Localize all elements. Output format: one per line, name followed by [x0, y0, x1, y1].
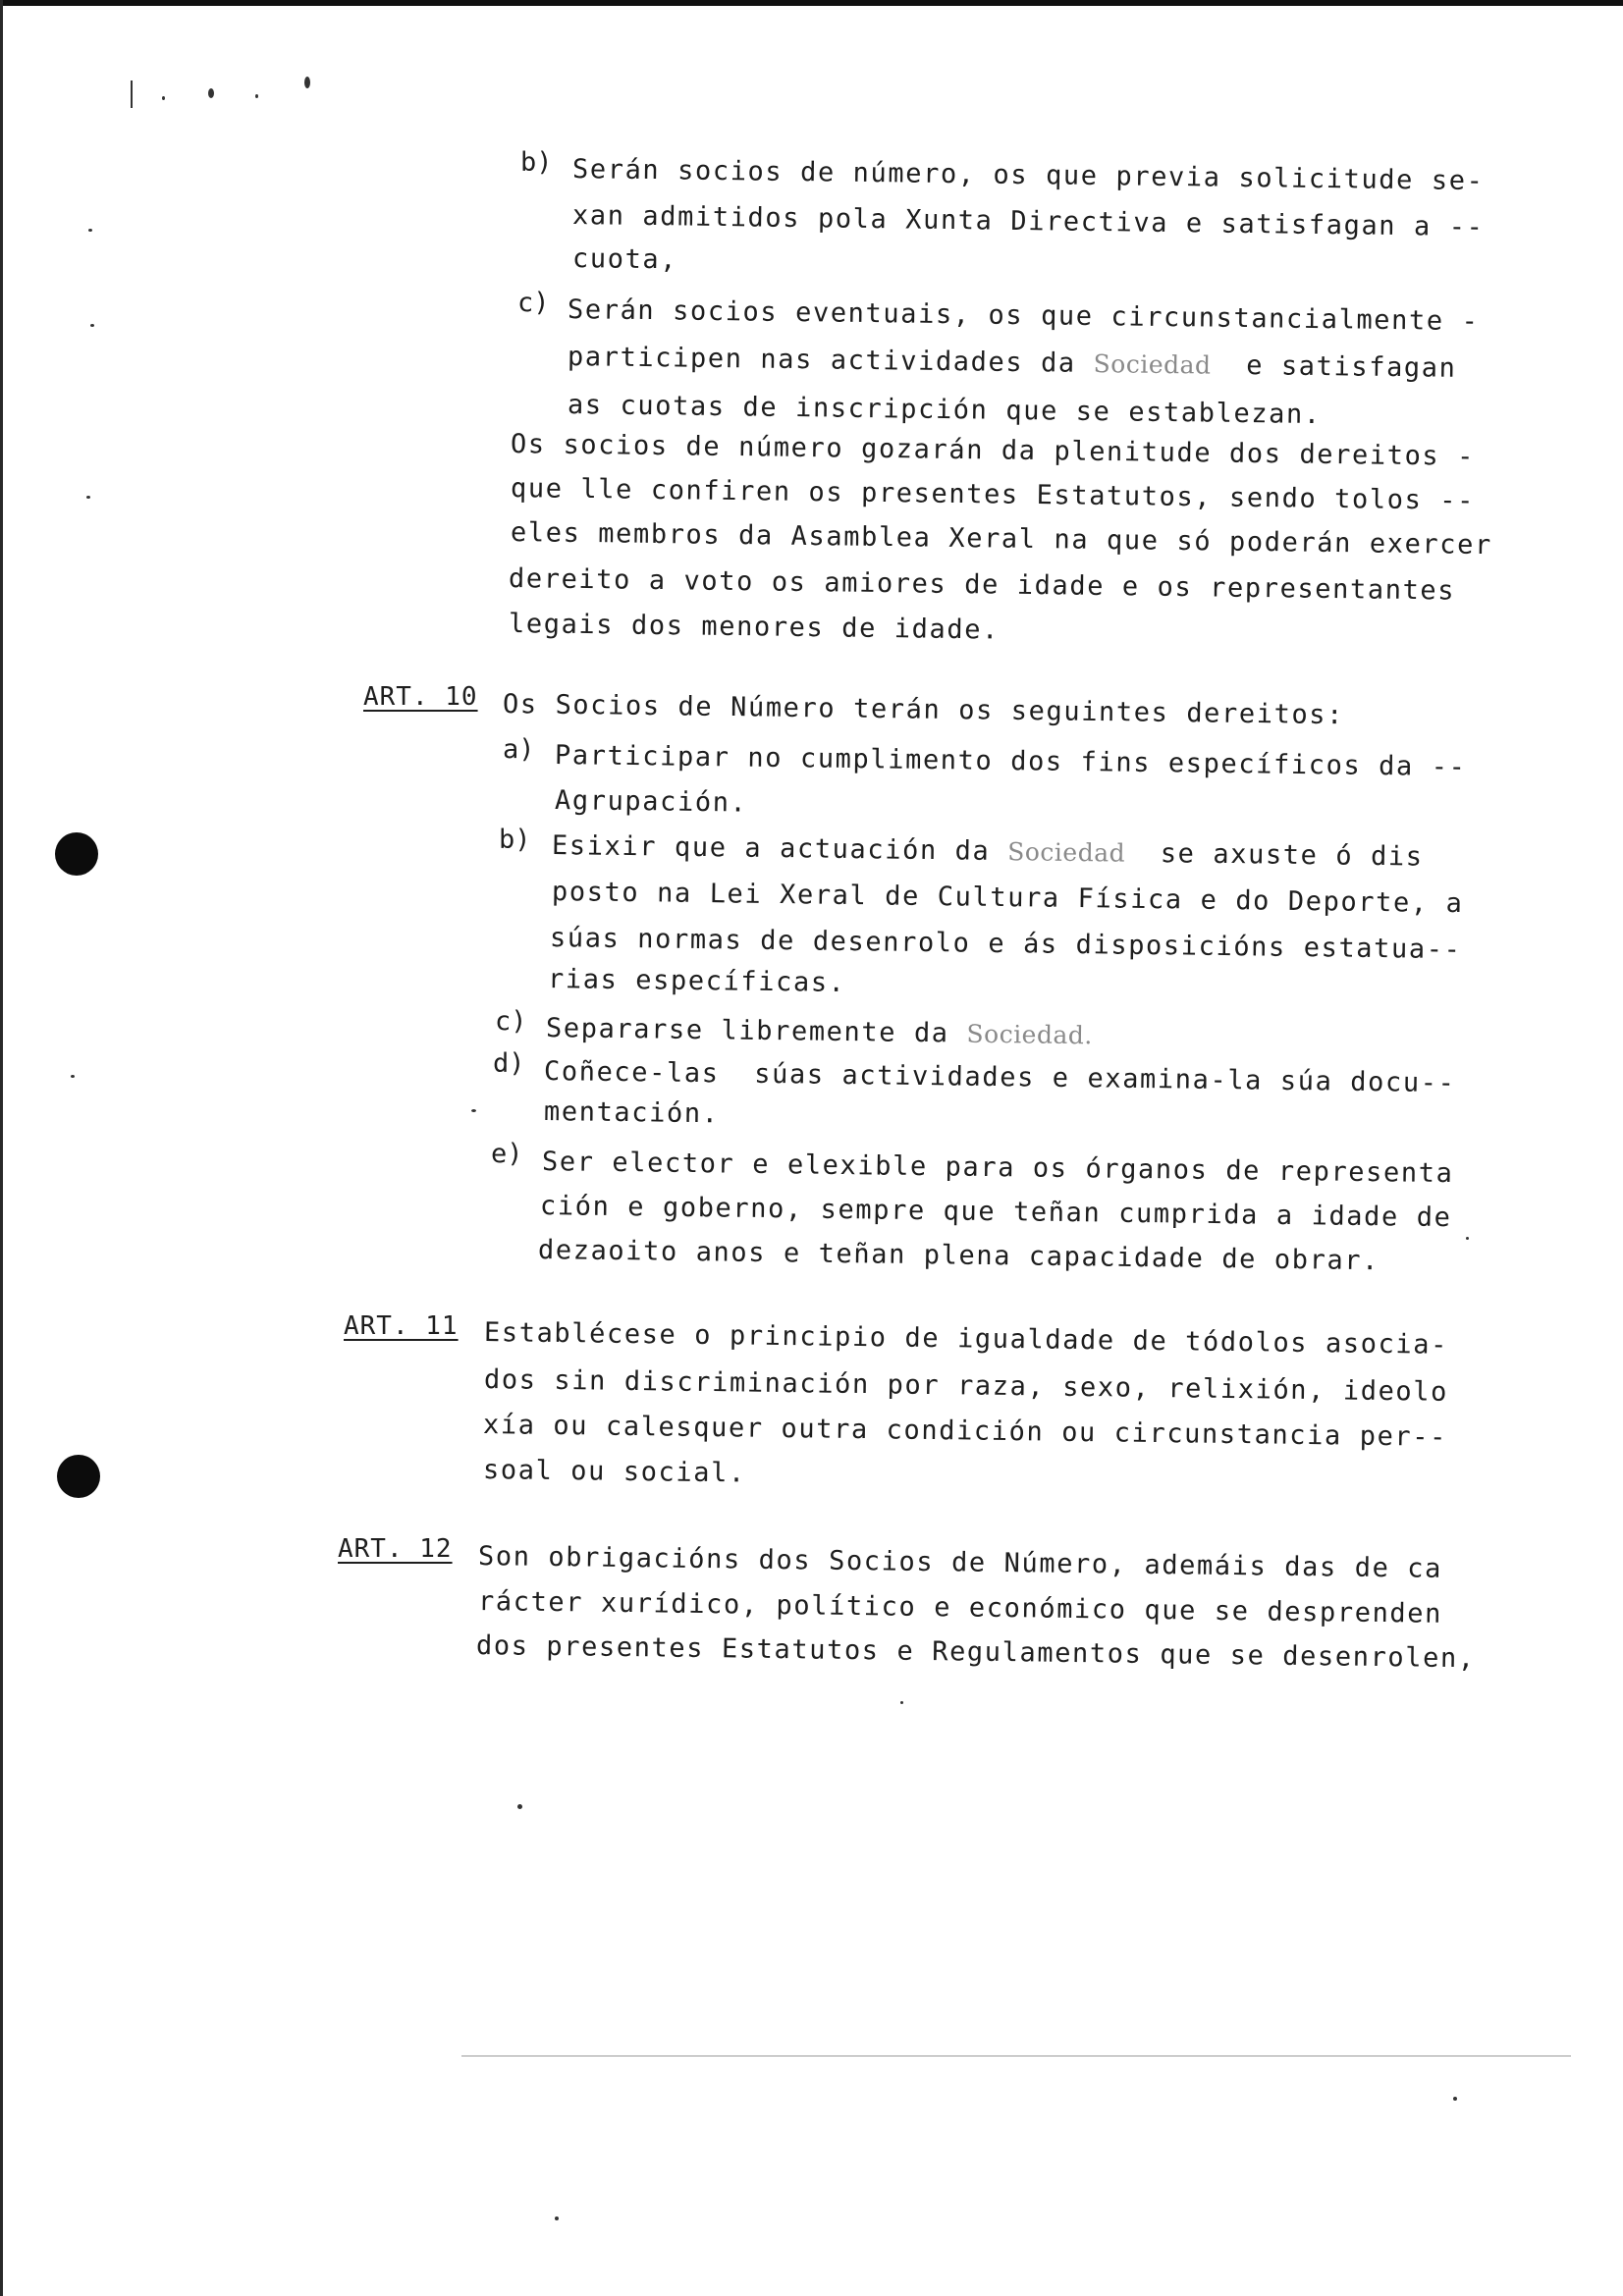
- item-b-line-2: xan admitidos pola Xunta Directiva e satisfagan a --: [571, 200, 1485, 243]
- article-10-letter-e: e): [491, 1139, 523, 1169]
- sociedad-stamp: Sociedad: [1007, 837, 1126, 868]
- article-11-line-2: dos sin discriminación por raza, sexo, relixión, ideolo: [483, 1364, 1449, 1408]
- item-c-line-2: [568, 342, 1457, 385]
- scan-speck: [71, 1075, 75, 1078]
- article-10-d-line-1: Coñece-las súas actividades e examina-la súa docu--: [543, 1056, 1456, 1099]
- scan-speck: [255, 94, 258, 98]
- item-letter-b: b): [520, 147, 553, 178]
- article-12-line-1: Son obrigacións dos Socios de Número, ademáis das de ca: [477, 1541, 1443, 1584]
- scan-speck: [162, 96, 165, 100]
- article-10-b-line-2: posto na Lei Xeral de Cultura Física e do Deporte, a: [551, 877, 1464, 920]
- article-10-letter-a: a): [503, 734, 535, 765]
- article-11-line-1: Establécese o principio de igualdade de tódolos asocia-: [483, 1317, 1449, 1361]
- sociedad-stamp: Sociedad.: [966, 1019, 1094, 1050]
- article-11-line-3: xía ou calesquer outra condición ou circunstancia per--: [482, 1410, 1448, 1453]
- item-letter-c: c): [517, 288, 550, 318]
- scan-speck: [555, 2216, 559, 2220]
- article-10-e-line-1: Ser elector e elexible para os órganos de representa: [541, 1147, 1454, 1190]
- scan-speck: [304, 77, 310, 88]
- scan-speck: [517, 1804, 522, 1809]
- scan-speck: [900, 1701, 903, 1704]
- item-c-line-2-text: participen nas actividades da: [567, 342, 1094, 380]
- article-10-label: ART. 10: [363, 682, 478, 712]
- item-b-line-1: Serán socios de número, os que previa solicitude se-: [571, 154, 1485, 197]
- punch-hole-lower: [57, 1455, 100, 1498]
- item-c-line-1: Serán socios eventuais, os que circunstancialmente -: [567, 294, 1480, 338]
- item-c-line-2-end: e satisfagan: [1211, 349, 1457, 384]
- article-10-b-line-4: rias específicas.: [547, 964, 846, 998]
- article-10-a-line-1: Participar no cumplimento dos fins específicos da --: [554, 740, 1467, 783]
- item-c-line-3: as cuotas de inscripción que se establezan.: [567, 390, 1322, 431]
- article-10-letter-b: b): [499, 825, 531, 855]
- article-10-e-line-2: ción e goberno, sempre que teñan cumprida a idade de: [539, 1191, 1452, 1234]
- article-10-b-line-1-text: Esixir que a actuación da: [551, 830, 1008, 868]
- article-10-a-line-2: Agrupación.: [554, 785, 748, 819]
- article-11-line-4: soal ou social.: [482, 1455, 747, 1489]
- article-10-letter-c: c): [495, 1006, 527, 1037]
- scan-speck: [131, 80, 133, 108]
- punch-hole-upper: [55, 832, 98, 876]
- scan-speck: [90, 324, 94, 327]
- article-10-e-line-3: dezaoito anos e teñan plena capacidade de obrar.: [537, 1235, 1380, 1277]
- article-10-c-line-text: Separarse libremente da: [545, 1013, 967, 1049]
- article-10-b-line-1-end: se axuste ó dis: [1124, 837, 1424, 873]
- paragraph-line-2: que lle confiren os presentes Estatutos, sendo tolos --: [510, 473, 1476, 516]
- paragraph-line-4: dereito a voto os amiores de idade e os representantes: [508, 563, 1456, 607]
- paragraph-line-3: eles membros da Asamblea Xeral na que só poderán exercer: [510, 517, 1493, 561]
- scan-speck: [471, 1109, 476, 1112]
- article-10-intro: Os Socios de Número terán os seguintes dereitos:: [502, 689, 1345, 731]
- article-12-line-2: rácter xurídico, político e económico que se desprenden: [477, 1586, 1443, 1629]
- scan-speck: [1453, 2097, 1457, 2101]
- sociedad-stamp: Sociedad: [1093, 349, 1212, 380]
- paragraph-line-5: legais dos menores de idade.: [508, 609, 1001, 646]
- article-10-b-line-1: [552, 830, 1424, 874]
- article-12-label: ART. 12: [338, 1534, 453, 1564]
- article-10-d-line-2: mentación.: [543, 1096, 720, 1130]
- scan-speck: [86, 496, 90, 499]
- scan-speck: [88, 229, 92, 232]
- article-10-b-line-3: súas normas de desenrolo e ás disposicións estatua--: [549, 923, 1462, 966]
- article-12-line-3: dos presentes Estatutos e Regulamentos que se desenrolen,: [475, 1630, 1476, 1675]
- item-b-line-3: cuota,: [571, 243, 678, 276]
- scan-speck: [1466, 1237, 1469, 1240]
- article-10-c-line: [546, 1013, 1093, 1051]
- scan-top-edge: [0, 0, 1623, 6]
- paragraph-line-1: Os socios de número gozarán da plenitude dos dereitos -: [510, 429, 1476, 472]
- scan-speck: [208, 88, 214, 98]
- article-10-letter-d: d): [493, 1048, 525, 1079]
- article-11-label: ART. 11: [344, 1311, 459, 1341]
- scan-left-edge: [0, 0, 3, 2296]
